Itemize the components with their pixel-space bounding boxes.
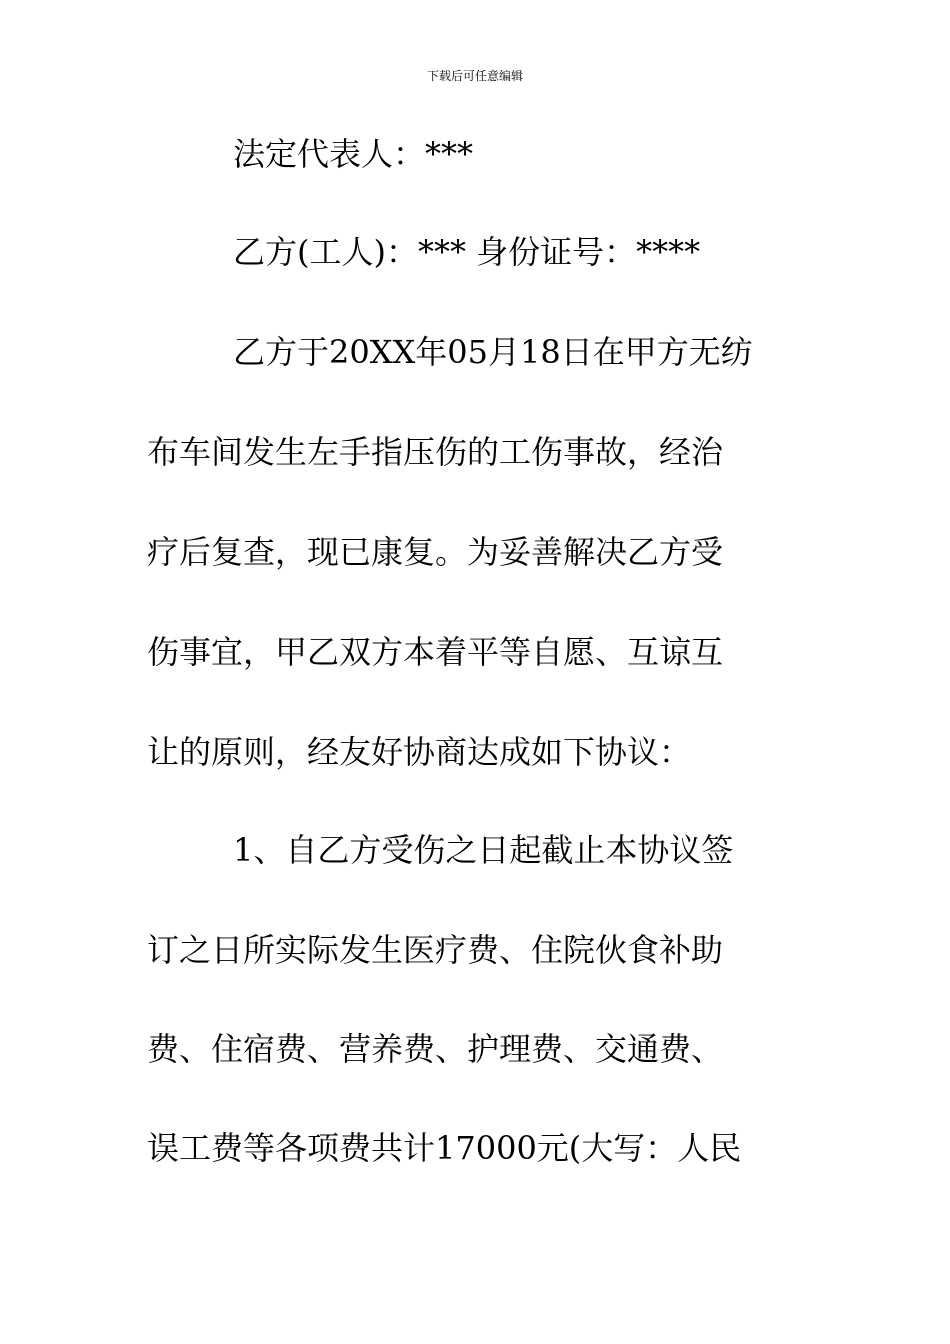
paragraph-line: 费、住宿费、营养费、护理费、交通费、 [147,1030,724,1068]
page-header: 下载后可任意编辑 [426,69,523,83]
paragraph-line: 布车间发生左手指压伤的工伤事故，经治 [147,433,724,471]
legal-representative-line: 法定代表人：*** [233,135,474,173]
party-b-line: 乙方(工人)：*** 身份证号：**** [233,233,701,271]
paragraph-line: 让的原则，经友好协商达成如下协议： [147,733,692,771]
paragraph-line: 误工费等各项费共计17000元(大写：人民 [147,1129,742,1167]
paragraph-line: 伤事宜，甲乙双方本着平等自愿、互谅互 [147,633,724,671]
paragraph-line: 疗后复查，现已康复。为妥善解决乙方受 [147,533,724,571]
paragraph-line: 订之日所实际发生医疗费、住院伙食补助 [147,931,724,969]
clause-1-line: 1、自乙方受伤之日起截止本协议签 [233,831,734,869]
paragraph-line: 乙方于20XX年05月18日在甲方无纺 [233,333,753,371]
